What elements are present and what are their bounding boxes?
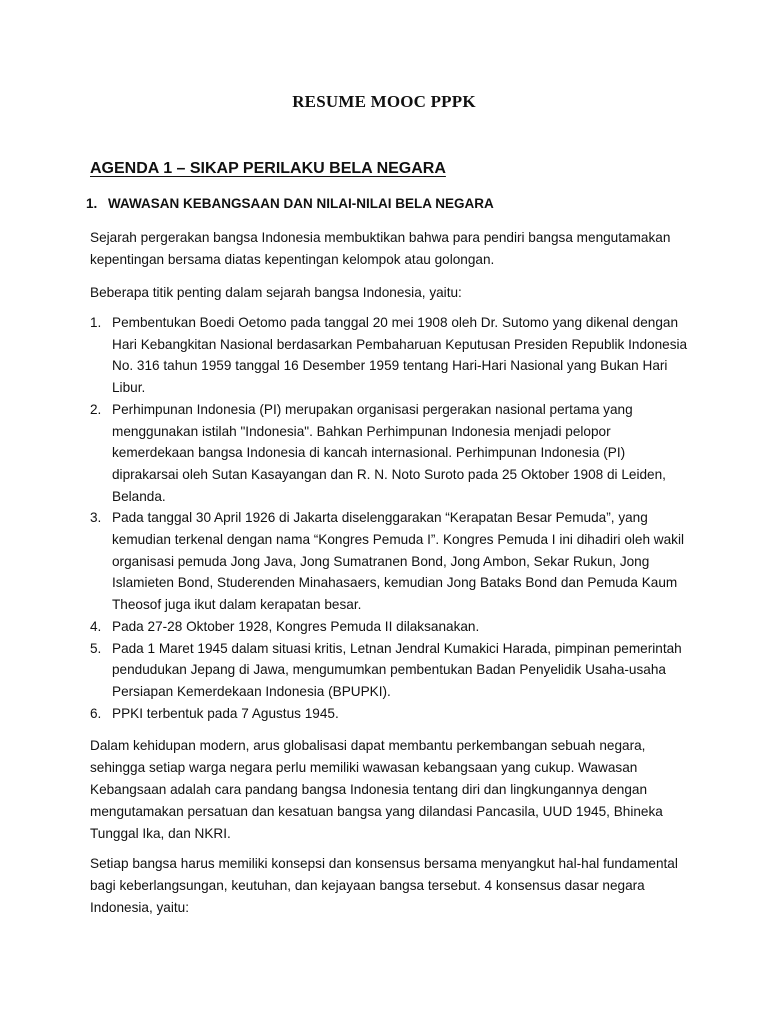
- list-item-text: Perhimpunan Indonesia (PI) merupakan organisasi pergerakan nasional pertama yang menggunakan istilah "Indonesia". Bahkan Perhimpunan Indonesia menjadi pelopor kemerdekaan bangsa Indonesia di kancah internasional. Perhimpunan Indonesia (PI) diprakarsai oleh Sutan Kasayangan dan R. N. Noto Suroto pada 25 Oktober 1908 di Leiden, Belanda.: [112, 401, 666, 504]
- document-title: RESUME MOOC PPPK: [292, 92, 476, 111]
- list-item: [90, 507, 690, 616]
- history-list: [90, 312, 690, 724]
- paragraph-list-intro: Beberapa titik penting dalam sejarah bangsa Indonesia, yaitu:: [90, 285, 462, 300]
- list-item: [90, 312, 690, 399]
- paragraph-consensus: Setiap bangsa harus memiliki konsepsi dan konsensus bersama menyangkut hal-hal fundamental bagi keberlangsungan, keutuhan, dan kejayaan bangsa tersebut. 4 konsensus dasar negara Indonesia, yaitu:: [90, 856, 678, 915]
- list-item: [90, 638, 690, 703]
- list-item-marker: 3.: [90, 510, 102, 526]
- list-item: [90, 616, 690, 638]
- paragraph-globalization: Dalam kehidupan modern, arus globalisasi dapat membantu perkembangan sebuah negara, sehingga setiap warga negara perlu memiliki wawasan kebangsaan yang cukup. Wawasan Kebangsaan adalah cara pandang bangsa Indonesia tentang diri dan lingkungannya dengan mengutamakan persatuan dan kesatuan bangsa yang dilandasi Pancasila, UUD 1945, Bhineka Tunggal Ika, dan NKRI.: [90, 738, 663, 841]
- list-item: [90, 399, 690, 508]
- list-item-text: Pembentukan Boedi Oetomo pada tanggal 20 mei 1908 oleh Dr. Sutomo yang dikenal dengan Hari Kebangkitan Nasional berdasarkan Pembaharuan Keputusan Presiden Republik Indonesia No. 316 tahun 1959 tanggal 16 Desember 1959 tentang Hari-Hari Nasional yang Bukan Hari Libur.: [112, 315, 688, 396]
- agenda-heading: AGENDA 1 – SIKAP PERILAKU BELA NEGARA: [90, 160, 446, 177]
- list-item: [90, 703, 690, 725]
- paragraph-intro: Sejarah pergerakan bangsa Indonesia membuktikan bahwa para pendiri bangsa mengutamakan kepentingan bersama diatas kepentingan kelompok atau golongan.: [90, 230, 671, 267]
- list-item-marker: 6.: [90, 705, 102, 721]
- section-title: WAWASAN KEBANGSAAN DAN NILAI-NILAI BELA NEGARA: [108, 196, 494, 211]
- list-item-text: Pada 27-28 Oktober 1928, Kongres Pemuda II dilaksanakan.: [112, 618, 480, 634]
- list-item-marker: 5.: [90, 640, 102, 656]
- section-number: 1.: [86, 196, 98, 211]
- list-item-marker: 2.: [90, 401, 102, 417]
- list-item-marker: 4.: [90, 618, 102, 634]
- list-item-text: Pada 1 Maret 1945 dalam situasi kritis, Letnan Jendral Kumakici Harada, pimpinan pemerintah pendudukan Jepang di Jawa, mengumumkan pembentukan Badan Penyelidik Usaha-usaha Persiapan Kemerdekaan Indonesia (BPUPKI).: [112, 640, 682, 699]
- list-item-marker: 1.: [90, 315, 102, 330]
- list-item-text: PPKI terbentuk pada 7 Agustus 1945.: [112, 705, 339, 721]
- section-heading: [86, 196, 494, 211]
- list-item-text: Pada tanggal 30 April 1926 di Jakarta diselenggarakan “Kerapatan Besar Pemuda”, yang kemudian terkenal dengan nama “Kongres Pemuda I”. Kongres Pemuda I ini dihadiri oleh wakil organisasi pemuda Jong Java, Jong Sumatranen Bond, Jong Ambon, Sekar Rukun, Jong Islamieten Bond, Studerenden Minahasaers, kemudian Jong Bataks Bond dan Pemuda Kaum Theosof juga ikut dalam kerapatan besar.: [112, 510, 685, 613]
